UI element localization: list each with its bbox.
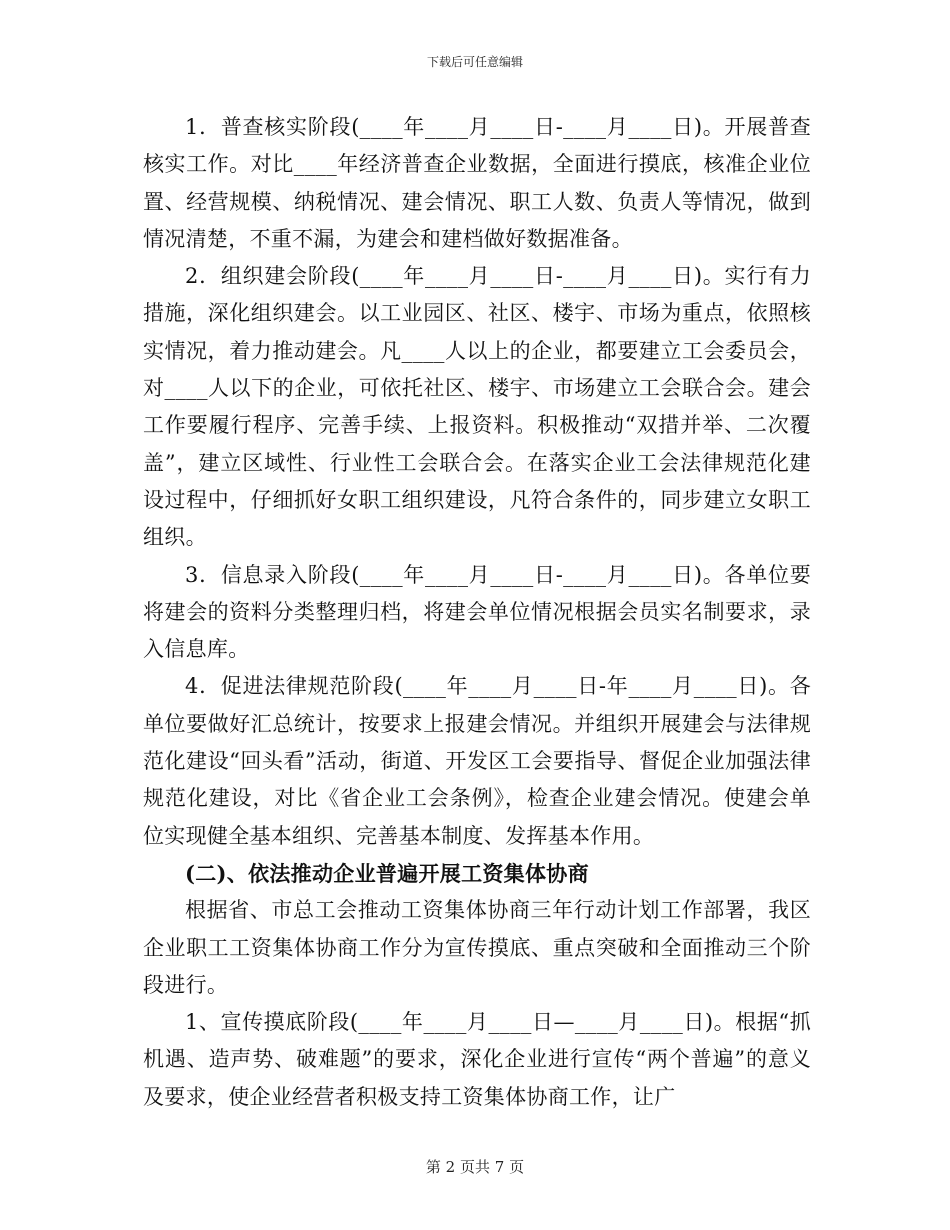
paragraph-stage-2-organize: 2．组织建会阶段(____年____月____日-____月____日)。实行有力措施，深化组织建会。以工业园区、社区、楼宇、市场为重点，依照核实情况，着力推动建会。凡____人以上的企业，都要建立工会委员会，对____人以下的企业，可依托社区、楼宇、市场建立工会联合会。建会工作要履行程序、完善手续、上报资料。积极推动“双措并举、二次覆盖”，建立区域性、行业性工会联合会。在落实企业工会法律规范化建设过程中，仔细抓好女职工组织建设，凡符合条件的，同步建立女职工组织。: [143, 264, 811, 550]
page-header: 下载后可任意编辑: [426, 55, 523, 69]
paragraph-stage-4-legal: 4．促进法律规范阶段(____年____月____日-年____月____日)。各单位要做好汇总统计，按要求上报建会情况。并组织开展建会与法律规范化建设“回头看”活动，街道、开发区工会要指导、督促企业加强法律规范化建设，对比《省企业工会条例》，检查企业建会情况。使建会单位实现健全基本组织、完善基本制度、发挥基本作用。: [143, 674, 811, 848]
paragraph-wage-intro: 根据省、市总工会推动工资集体协商三年行动计划工作部署，我区企业职工工资集体协商工作分为宣传摸底、重点突破和全面推动三个阶段进行。: [143, 898, 811, 997]
paragraph-wage-stage-1: 1、宣传摸底阶段(____年____月____日—____月____日)。根据“抓机遇、造声势、破难题”的要求，深化企业进行宣传“两个普遍”的意义及要求，使企业经营者积极支持工资集体协商工作，让广: [143, 1010, 811, 1109]
paragraph-stage-3-entry: 3．信息录入阶段(____年____月____日-____月____日)。各单位要将建会的资料分类整理归档，将建会单位情况根据会员实名制要求，录入信息库。: [143, 562, 811, 662]
section-heading-wage-negotiation: (二)、依法推动企业普遍开展工资集体协商: [185, 860, 589, 886]
paragraph-stage-1-survey: 1．普查核实阶段(____年____月____日-____月____日)。开展普查核实工作。对比____年经济普查企业数据，全面进行摸底，核准企业位置、经营规模、纳税情况、建会情况、职工人数、负责人等情况，做到情况清楚，不重不漏，为建会和建档做好数据准备。: [143, 115, 811, 251]
page-number-footer: 第 2 页共 7 页: [425, 1158, 525, 1176]
document-body: [143, 109, 811, 1116]
